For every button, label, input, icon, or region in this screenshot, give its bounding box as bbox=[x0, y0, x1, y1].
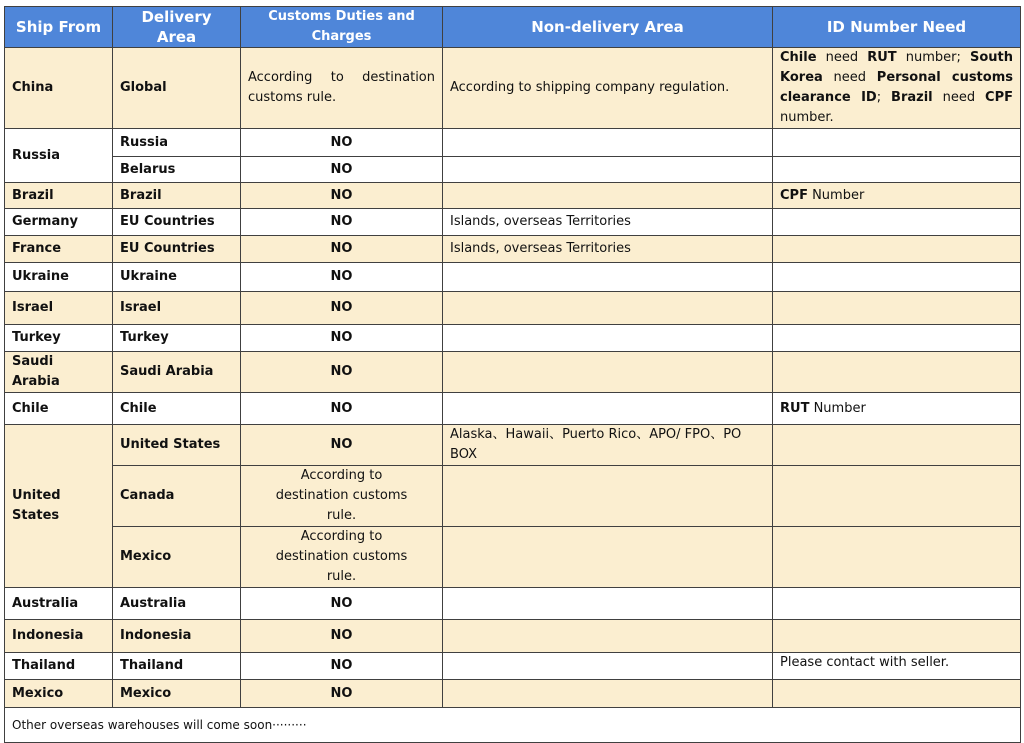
id-number-cell bbox=[773, 466, 1021, 527]
table-row bbox=[5, 236, 1021, 263]
duties-cell: NO bbox=[241, 620, 443, 653]
non-delivery-cell bbox=[443, 653, 773, 680]
table-row bbox=[5, 352, 1021, 393]
id-number-cell bbox=[773, 527, 1021, 588]
table-row bbox=[5, 393, 1021, 425]
delivery-area-cell: Ukraine bbox=[113, 263, 241, 292]
header-delivery-area: Delivery Area bbox=[113, 7, 241, 48]
table-row bbox=[5, 620, 1021, 653]
duties-cell: NO bbox=[241, 588, 443, 620]
delivery-area-cell: Brazil bbox=[113, 183, 241, 209]
ship-from-cell: Ukraine bbox=[5, 263, 113, 292]
id-number-cell: CPF Number bbox=[773, 183, 1021, 209]
delivery-area-cell: Mexico bbox=[113, 680, 241, 708]
header-id-number-need: ID Number Need bbox=[773, 7, 1021, 48]
id-number-cell bbox=[773, 209, 1021, 236]
duties-cell: NO bbox=[241, 183, 443, 209]
duties-cell: According to destination customs rule. bbox=[241, 466, 443, 527]
id-number-cell: Please contact with seller. bbox=[773, 653, 1021, 680]
shipping-table bbox=[4, 6, 1021, 743]
non-delivery-cell bbox=[443, 183, 773, 209]
ship-from-cell: Mexico bbox=[5, 680, 113, 708]
non-delivery-cell bbox=[443, 620, 773, 653]
ship-from-cell: China bbox=[5, 48, 113, 129]
id-number-cell bbox=[773, 236, 1021, 263]
non-delivery-cell bbox=[443, 466, 773, 527]
header-row bbox=[5, 7, 1021, 48]
ship-from-cell: Germany bbox=[5, 209, 113, 236]
delivery-area-cell: Russia bbox=[113, 129, 241, 157]
id-number-cell bbox=[773, 620, 1021, 653]
delivery-area-cell: Indonesia bbox=[113, 620, 241, 653]
duties-cell: NO bbox=[241, 325, 443, 352]
id-number-cell bbox=[773, 680, 1021, 708]
non-delivery-cell bbox=[443, 393, 773, 425]
footer-row bbox=[5, 708, 1021, 743]
table-row bbox=[5, 466, 1021, 527]
table-row bbox=[5, 48, 1021, 129]
non-delivery-cell bbox=[443, 680, 773, 708]
non-delivery-cell bbox=[443, 325, 773, 352]
delivery-area-cell: Australia bbox=[113, 588, 241, 620]
table-row bbox=[5, 527, 1021, 588]
id-number-cell bbox=[773, 157, 1021, 183]
table-row bbox=[5, 653, 1021, 680]
header-ship-from: Ship From bbox=[5, 7, 113, 48]
non-delivery-cell bbox=[443, 292, 773, 325]
non-delivery-cell bbox=[443, 129, 773, 157]
non-delivery-cell bbox=[443, 352, 773, 393]
delivery-area-cell: Belarus bbox=[113, 157, 241, 183]
id-number-cell bbox=[773, 263, 1021, 292]
delivery-area-cell: Mexico bbox=[113, 527, 241, 588]
ship-from-cell: Israel bbox=[5, 292, 113, 325]
duties-cell: NO bbox=[241, 129, 443, 157]
table-row bbox=[5, 157, 1021, 183]
delivery-area-cell: EU Countries bbox=[113, 236, 241, 263]
id-number-cell bbox=[773, 588, 1021, 620]
table-row bbox=[5, 588, 1021, 620]
table-row bbox=[5, 129, 1021, 157]
id-number-cell: Chile need RUT number; South Korea need Personal customs clearance ID; Brazil need CPF number. bbox=[773, 48, 1021, 129]
id-number-cell bbox=[773, 425, 1021, 466]
ship-from-cell: Thailand bbox=[5, 653, 113, 680]
table-row bbox=[5, 680, 1021, 708]
table-row bbox=[5, 325, 1021, 352]
duties-cell: NO bbox=[241, 425, 443, 466]
ship-from-cell: Turkey bbox=[5, 325, 113, 352]
duties-cell: NO bbox=[241, 209, 443, 236]
delivery-area-cell: EU Countries bbox=[113, 209, 241, 236]
non-delivery-cell: Islands, overseas Territories bbox=[443, 236, 773, 263]
non-delivery-cell bbox=[443, 527, 773, 588]
ship-from-cell: Saudi Arabia bbox=[5, 352, 113, 393]
duties-cell: NO bbox=[241, 680, 443, 708]
ship-from-cell: France bbox=[5, 236, 113, 263]
table-row bbox=[5, 425, 1021, 466]
duties-cell: NO bbox=[241, 236, 443, 263]
delivery-area-cell: Saudi Arabia bbox=[113, 352, 241, 393]
shipping-table-wrapper bbox=[4, 6, 1021, 743]
id-number-cell bbox=[773, 292, 1021, 325]
ship-from-cell: United States bbox=[5, 425, 113, 588]
duties-cell: NO bbox=[241, 292, 443, 325]
non-delivery-cell bbox=[443, 157, 773, 183]
table-row bbox=[5, 292, 1021, 325]
delivery-area-cell: Israel bbox=[113, 292, 241, 325]
table-row bbox=[5, 183, 1021, 209]
duties-cell: NO bbox=[241, 653, 443, 680]
non-delivery-cell bbox=[443, 263, 773, 292]
non-delivery-cell: Alaska、Hawaii、Puerto Rico、APO/ FPO、PO BOX bbox=[443, 425, 773, 466]
delivery-area-cell: Thailand bbox=[113, 653, 241, 680]
duties-cell: NO bbox=[241, 157, 443, 183]
header-non-delivery-area: Non-delivery Area bbox=[443, 7, 773, 48]
non-delivery-cell: According to shipping company regulation. bbox=[443, 48, 773, 129]
table-row bbox=[5, 209, 1021, 236]
id-number-cell bbox=[773, 129, 1021, 157]
duties-cell: According to destination customs rule. bbox=[241, 527, 443, 588]
duties-cell: NO bbox=[241, 352, 443, 393]
delivery-area-cell: Chile bbox=[113, 393, 241, 425]
delivery-area-cell: United States bbox=[113, 425, 241, 466]
ship-from-cell: Indonesia bbox=[5, 620, 113, 653]
ship-from-cell: Australia bbox=[5, 588, 113, 620]
footer-note: Other overseas warehouses will come soon········· bbox=[5, 708, 1021, 743]
ship-from-cell: Brazil bbox=[5, 183, 113, 209]
id-number-cell: RUT Number bbox=[773, 393, 1021, 425]
non-delivery-cell: Islands, overseas Territories bbox=[443, 209, 773, 236]
non-delivery-cell bbox=[443, 588, 773, 620]
duties-cell: According to destination customs rule. bbox=[241, 48, 443, 129]
duties-cell: NO bbox=[241, 393, 443, 425]
duties-cell: NO bbox=[241, 263, 443, 292]
delivery-area-cell: Turkey bbox=[113, 325, 241, 352]
header-customs-duties: Customs Duties and Charges bbox=[241, 7, 443, 48]
ship-from-cell: Russia bbox=[5, 129, 113, 183]
table-row bbox=[5, 263, 1021, 292]
delivery-area-cell: Global bbox=[113, 48, 241, 129]
delivery-area-cell: Canada bbox=[113, 466, 241, 527]
id-number-cell bbox=[773, 325, 1021, 352]
ship-from-cell: Chile bbox=[5, 393, 113, 425]
id-number-cell bbox=[773, 352, 1021, 393]
